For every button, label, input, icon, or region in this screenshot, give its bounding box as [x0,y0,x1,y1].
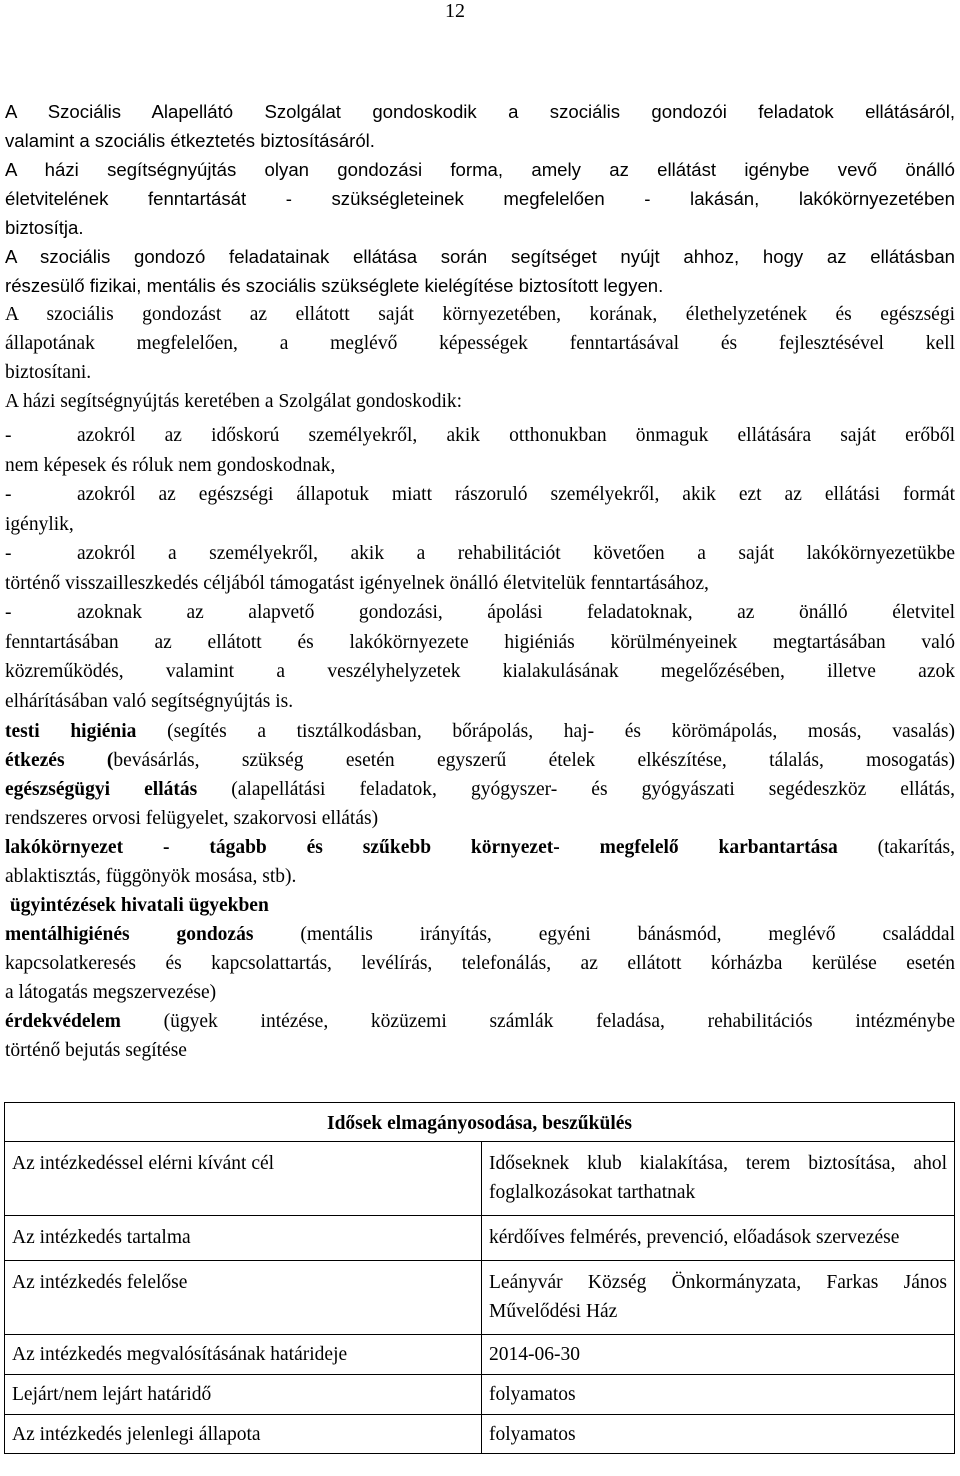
service-desc: (mentális irányítás, egyéni bánásmód, meglévő családdal [253,924,955,945]
row-label: Az intézkedés megvalósításának határideje [5,1335,482,1375]
table-title-row [5,1103,955,1142]
table-row [5,1335,955,1375]
list-item-text: azoknak az alapvető gondozási, ápolási feladatoknak, az önálló életvitel [77,602,955,623]
text-line: állapotának megfelelően, a meglévő képességek fenntartásával és fejlesztésével kell [5,333,955,354]
text-line: A szociális gondozó feladatainak ellátása során segítséget nyújt ahhoz, hogy az ellátásban [5,246,955,267]
list-item-text: azokról az időskorú személyekről, akik otthonukban önmaguk ellátására saját erőből [77,425,955,446]
document-body [5,97,955,1065]
row-label: Az intézkedés jelenlegi állapota [5,1415,482,1454]
service-title: egészségügyi ellátás [5,779,198,800]
row-value: Időseknek klub kialakítása, terem biztosítása, ahol foglalkozásokat tarthatnak [482,1142,955,1216]
table-row [5,1261,955,1335]
list-item [5,539,955,598]
list-item-text: igénylik, [5,513,74,535]
service-desc: (segítés a tisztálkodásban, bőrápolás, haj- és körömápolás, mosás, vasalás) [136,721,956,742]
text-line: A Szociális Alapellátó Szolgálat gondoskodik a szociális gondozói feladatok ellátásáról, [5,101,955,122]
row-label: Lejárt/nem lejárt határidő [5,1375,482,1415]
list-item [5,480,955,539]
service-item [5,775,955,804]
service-item [5,746,955,775]
service-desc-line: kapcsolatkeresés és kapcsolattartás, levélírás, telefonálás, az ellátott kórházba kerülése esetén [5,953,955,974]
row-label: Az intézkedés tartalma [5,1216,482,1261]
list-dash: - [5,543,12,564]
service-title: étkezés ( [5,750,114,771]
row-label: Az intézkedéssel elérni kívánt cél [5,1142,482,1216]
service-item [5,833,955,862]
row-value: Leányvár Község Önkormányzata, Farkas János Művelődési Ház [482,1261,955,1335]
paragraph-3: A házi segítségnyújtás keretében a Szolgálat gondoskodik: [5,391,463,412]
service-desc-line: történő bejutás segítése [5,1040,187,1061]
text-line: biztosítani. [5,362,92,383]
service-title: ügyintézések hivatali ügyekben [5,895,269,916]
service-title: mentálhigiénés gondozás [5,924,254,945]
list-item [5,598,955,716]
text-line: A házi segítségnyújtás olyan gondozási forma, amely az ellátást igénybe vevő önálló [5,159,955,180]
row-label: Az intézkedés felelőse [5,1261,482,1335]
service-desc: (takarítás, [837,837,956,858]
list-item [5,421,955,480]
measure-table [4,1102,955,1454]
table-row [5,1375,955,1415]
row-value: kérdőíves felmérés, prevenció, előadások szervezése [482,1216,955,1261]
list-dash: - [5,484,12,505]
care-list [5,421,955,716]
table-row [5,1216,955,1261]
service-title: lakókörnyezet - tágabb és szűkebb környezet- megfelelő karbantartása [5,837,838,858]
service-desc: (ügyek intézése, közüzemi számlák feladása, rehabilitációs intézménybe [120,1011,955,1032]
list-item-text: nem képesek és róluk nem gondoskodnak, [5,454,336,476]
table-row [5,1415,955,1454]
service-desc-line: rendszeres orvosi felügyelet, szakorvosi ellátás) [5,808,379,829]
service-item [5,717,955,746]
text-line: életvitelének fenntartását - szükségleteinek megfelelően - lakásán, lakókörnyezetében [5,188,955,209]
text-line: részesülő fizikai, mentális és szociális szükséglete kielégítése biztosított legyen. [5,275,664,296]
service-desc-line: a látogatás megszervezése) [5,982,217,1003]
list-item-text: elhárításában való segítségnyújtás is. [5,690,294,712]
service-title: testi higiénia [5,721,137,742]
text-line: A szociális gondozást az ellátott saját környezetében, korának, élethelyzetének és egészségi [5,304,955,325]
service-title: érdekvédelem [5,1011,121,1032]
list-item-text: fenntartásában az ellátott és lakókörnyezete higiéniás körülményeinek megtartásában való [5,631,955,653]
row-value: 2014-06-30 [482,1335,955,1375]
service-desc: bevásárlás, szükség esetén egyszerű ételek elkészítése, tálalás, mosogatás) [113,750,955,771]
list-item-text: közreműködés, valamint a veszélyhelyzetek kialakulásának megelőzésében, illetve azok [5,661,955,682]
list-item-text: történő visszailleszkedés céljából támogatást igényelnek önálló életvitelük fenntartásához, [5,572,709,594]
table-row [5,1142,955,1216]
service-item [5,920,955,949]
table-title: Idősek elmagányosodása, beszűkülés [5,1103,955,1142]
service-desc-line: ablaktisztás, függönyök mosása, stb). [5,866,297,887]
service-item [5,1007,955,1036]
page-number: 12 [445,0,465,22]
list-dash: - [5,425,12,446]
list-item-text: azokról az egészségi állapotuk miatt rászoruló személyekről, akik ezt az ellátási formát [77,484,955,505]
intro-paragraphs [5,97,955,300]
service-desc: (alapellátási feladatok, gyógyszer- és gyógyászati segédeszköz ellátás, [197,779,955,800]
list-item-text: azokról a személyekről, akik a rehabilitációt követően a saját lakókörnyezetükbe [77,543,955,564]
list-dash: - [5,602,12,623]
services-list [5,717,955,1065]
text-line: valamint a szociális étkeztetés biztosításáról. [5,130,375,151]
text-line: biztosítja. [5,217,84,238]
service-item [5,891,955,920]
paragraph-2 [5,300,955,387]
row-value: folyamatos [482,1415,955,1454]
row-value: folyamatos [482,1375,955,1415]
